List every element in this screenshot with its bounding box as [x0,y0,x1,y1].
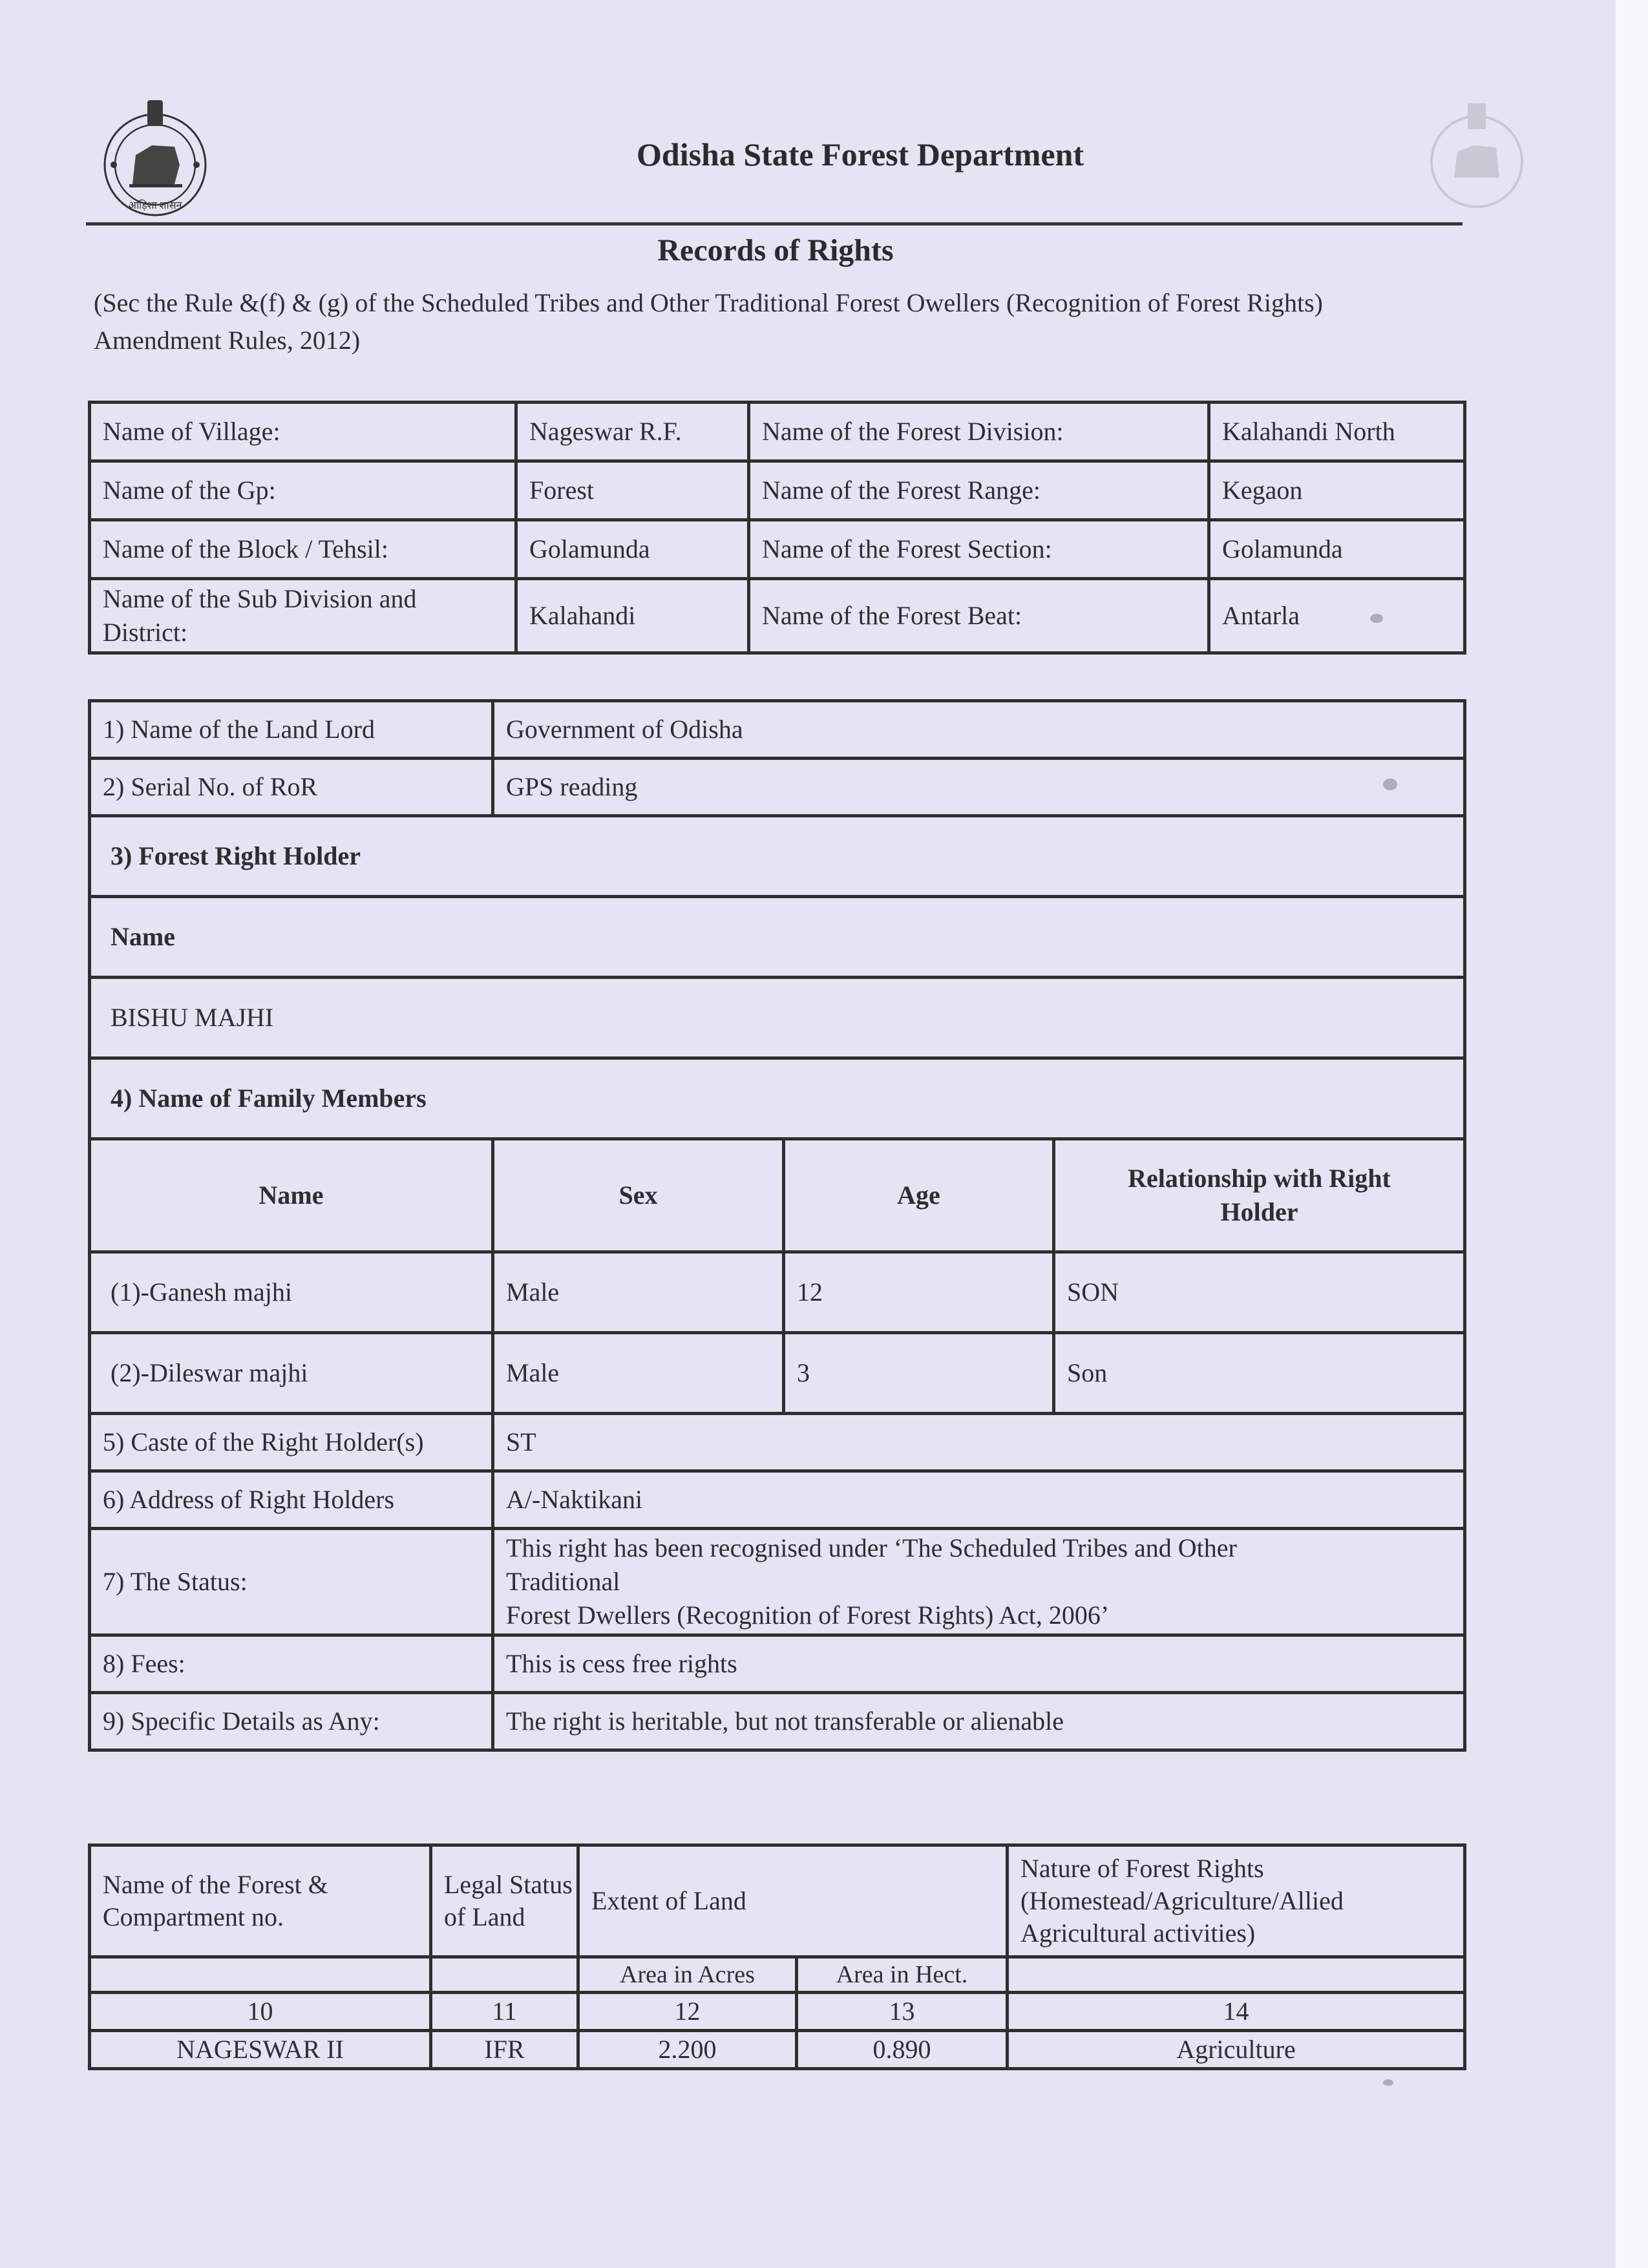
holder-name-value: BISHU MAJHI [90,978,1465,1058]
address-label: 6) Address of Right Holders [90,1471,493,1529]
forest-section-value: Golamunda [1209,520,1465,579]
odisha-emblem-icon [97,94,213,220]
member-relationship: Son [1054,1333,1465,1414]
svg-text:ओड़िशा शासन: ओड़िशा शासन [128,200,182,211]
land-lord-label: 1) Name of the Land Lord [90,701,493,759]
fees-label: 8) Fees: [90,1635,493,1693]
holder-section-heading: 3) Forest Right Holder [90,816,1465,897]
location-row [90,520,1465,579]
forest-beat-value: Antarla [1209,579,1465,653]
serial-value: GPS reading [493,759,1465,816]
scan-edge [1616,0,1648,2268]
rule-reference: (Sec the Rule &(f) & (g) of the Scheduled Tribes and Other Traditional Forest Owellers (Recognition of Forest Rights) Amendment Rules, 2012) [94,288,1323,355]
land-subheader-row [90,1957,1465,1993]
land-lord-row [90,701,1465,759]
location-row [90,461,1465,520]
family-section-heading: 4) Name of Family Members [90,1058,1465,1139]
extent-of-land-header: Extent of Land [578,1845,1008,1957]
location-row [90,403,1465,461]
member-name: (2)-Dileswar majhi [90,1333,493,1414]
empty-cell [90,1957,431,1993]
forest-name: NAGESWAR II [90,2031,431,2069]
legal-status: IFR [431,2031,578,2069]
ghost-emblem-icon [1425,97,1528,213]
location-table [88,401,1466,655]
member-age: 3 [784,1333,1054,1414]
scan-smudge [1383,779,1397,790]
holder-name-header-row [90,897,1465,978]
forest-beat-label: Name of the Forest Beat: [749,579,1209,653]
member-sex: Male [493,1333,784,1414]
member-name: (1)-Ganesh majhi [90,1252,493,1333]
location-row [90,579,1465,653]
serial-row [90,759,1465,816]
member-relationship: SON [1054,1252,1465,1333]
column-number: 13 [797,1993,1008,2031]
column-number: 14 [1008,1993,1465,2031]
empty-cell [431,1957,578,1993]
header-divider [86,222,1463,226]
status-line: Traditional [506,1567,620,1596]
family-member-row [90,1252,1465,1333]
address-row [90,1471,1465,1529]
holder-name-label: Name [90,897,1465,978]
specific-details-value: The right is heritable, but not transferable or alienable [493,1693,1465,1750]
fees-value: This is cess free rights [493,1635,1465,1693]
record-table [88,699,1466,1752]
land-lord-value: Government of Odisha [493,701,1465,759]
area-hect-header: Area in Hect. [797,1957,1008,1993]
area-acres: 2.200 [578,2031,797,2069]
family-member-row [90,1333,1465,1414]
status-value [493,1529,1465,1635]
column-number: 12 [578,1993,797,2031]
specific-details-row [90,1693,1465,1750]
serial-label: 2) Serial No. of RoR [90,759,493,816]
block-value: Golamunda [516,520,749,579]
forest-division-value: Kalahandi North [1209,403,1465,461]
village-value: Nageswar R.F. [516,403,749,461]
column-number: 10 [90,1993,431,2031]
family-header-row [90,1139,1465,1252]
column-number-row [90,1993,1465,2031]
department-title: Odisha State Forest Department [637,136,1084,173]
land-data-row [90,2031,1465,2069]
area-acres-header: Area in Acres [578,1957,797,1993]
member-sex: Male [493,1252,784,1333]
family-relationship-header: Relationship with Right Holder [1054,1139,1465,1252]
land-header-row [90,1845,1465,1957]
fees-row [90,1635,1465,1693]
nature-of-rights-header: Nature of Forest Rights (Homestead/Agriculture/Allied Agricultural activities) [1008,1845,1465,1957]
area-hect: 0.890 [797,2031,1008,2069]
forest-compartment-header: Name of the Forest & Compartment no. [90,1845,431,1957]
subdivision-label: Name of the Sub Division and District: [90,579,516,653]
scan-smudge [1383,2079,1393,2086]
family-name-header: Name [90,1139,493,1252]
status-label: 7) The Status: [90,1529,493,1635]
family-sex-header: Sex [493,1139,784,1252]
block-label: Name of the Block / Tehsil: [90,520,516,579]
caste-label: 5) Caste of the Right Holder(s) [90,1414,493,1471]
gp-label: Name of the Gp: [90,461,516,520]
caste-row [90,1414,1465,1471]
village-label: Name of Village: [90,403,516,461]
gp-value: Forest [516,461,749,520]
holder-name-row [90,978,1465,1058]
subdivision-value: Kalahandi [516,579,749,653]
status-line: Forest Dwellers (Recognition of Forest Rights) Act, 2006’ [506,1601,1110,1630]
specific-details-label: 9) Specific Details as Any: [90,1693,493,1750]
family-age-header: Age [784,1139,1054,1252]
forest-range-value: Kegaon [1209,461,1465,520]
forest-section-label: Name of the Forest Section: [749,520,1209,579]
address-value: A/-Naktikani [493,1471,1465,1529]
member-age: 12 [784,1252,1054,1333]
caste-value: ST [493,1414,1465,1471]
column-number: 11 [431,1993,578,2031]
forest-range-label: Name of the Forest Range: [749,461,1209,520]
scan-smudge [1370,614,1383,623]
status-line: This right has been recognised under ‘The Scheduled Tribes and Other [506,1533,1237,1562]
holder-section-row [90,816,1465,897]
land-details-table [88,1843,1466,2070]
empty-cell [1008,1957,1465,1993]
family-section-row [90,1058,1465,1139]
status-row [90,1529,1465,1635]
document-title: Records of Rights [657,233,894,268]
legal-status-header: Legal Status of Land [431,1845,578,1957]
forest-division-label: Name of the Forest Division: [749,403,1209,461]
nature-of-rights: Agriculture [1008,2031,1465,2069]
